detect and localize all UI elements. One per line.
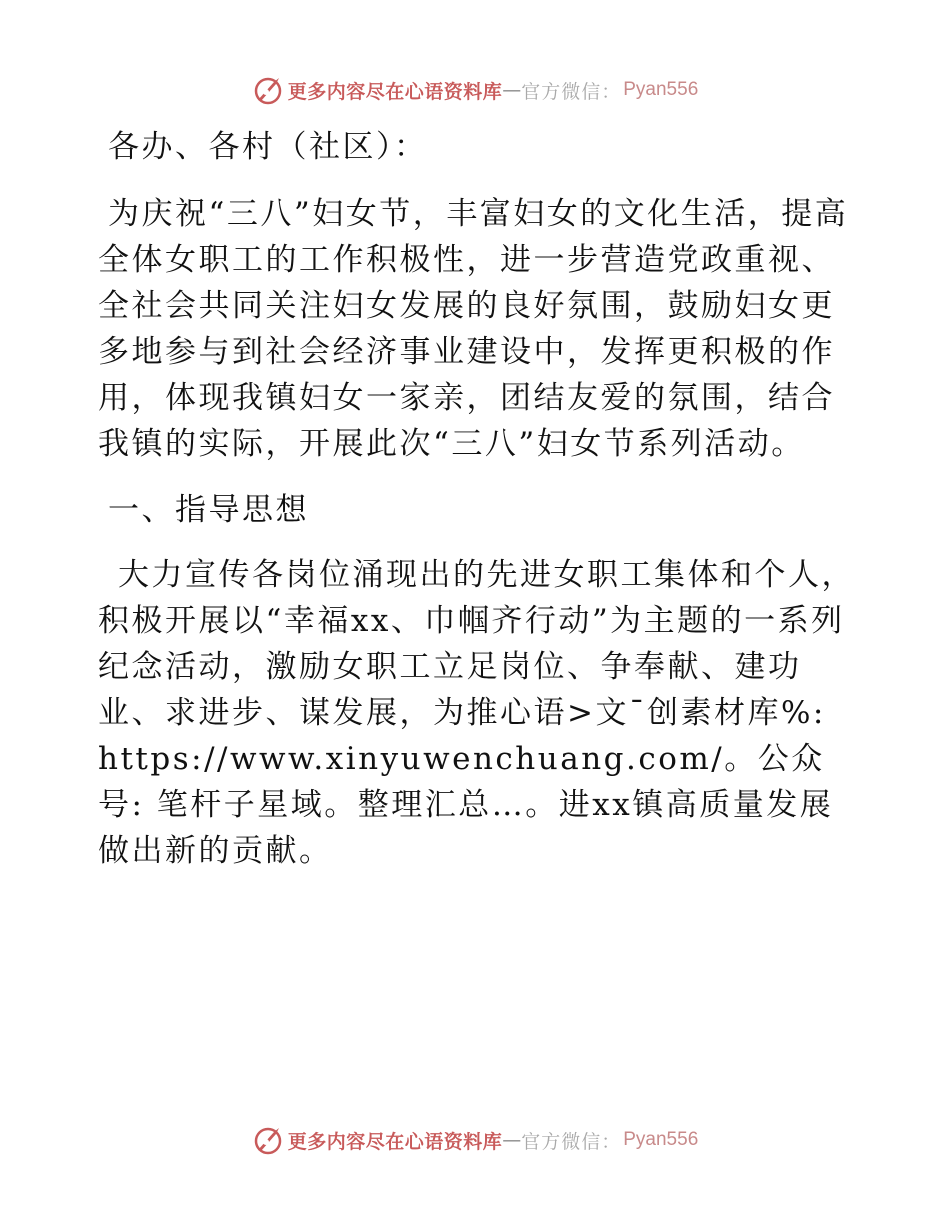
section-heading: 一、指导思想 (108, 492, 309, 528)
watermark-sub-text: 官方微信： (521, 1130, 622, 1153)
pen-logo-icon (252, 74, 284, 106)
watermark-sub-text: 官方微信： (521, 80, 622, 103)
watermark-dash: — (502, 79, 522, 101)
paragraph-guiding-thought: 大力宣传各岗位涌现出的先进女职工集体和个人，积极开展以“幸福xx、巾帼齐行动”为主题的一系列纪念活动，激励女职工立足岗位、争奉献、建功业、求进步、谋发展，为推心语>文¯创素材库%: https://www.xinyuwenchuang.com/。公众号: 笔杆子星域。整理汇总…。进xx镇高质量发展做出新的贡献。 (98, 557, 855, 869)
watermark-header (0, 70, 950, 110)
watermark-footer (0, 1120, 950, 1160)
salutation: 各办、各村（社区）： (108, 129, 428, 165)
watermark-wechat-id: Pyan556 (623, 79, 699, 100)
paragraph-intro: 为庆祝“三八”妇女节，丰富妇女的文化生活，提高全体女职工的工作积极性，进一步营造党政重视、全社会共同关注妇女发展的良好氛围，鼓励妇女更多地参与到社会经济事业建设中，发挥更积极的作用，体现我镇妇女一家亲，团结友爱的氛围，结合我镇的实际，开展此次“三八”妇女节系列活动。 (98, 196, 849, 462)
watermark-dash: — (502, 1129, 522, 1151)
watermark-wechat-id: Pyan556 (623, 1129, 699, 1150)
watermark-main-text: 更多内容尽在心语资料库 (287, 80, 503, 103)
watermark-main-text: 更多内容尽在心语资料库 (287, 1130, 503, 1153)
document-body (98, 124, 858, 874)
pen-logo-icon (252, 1124, 284, 1156)
